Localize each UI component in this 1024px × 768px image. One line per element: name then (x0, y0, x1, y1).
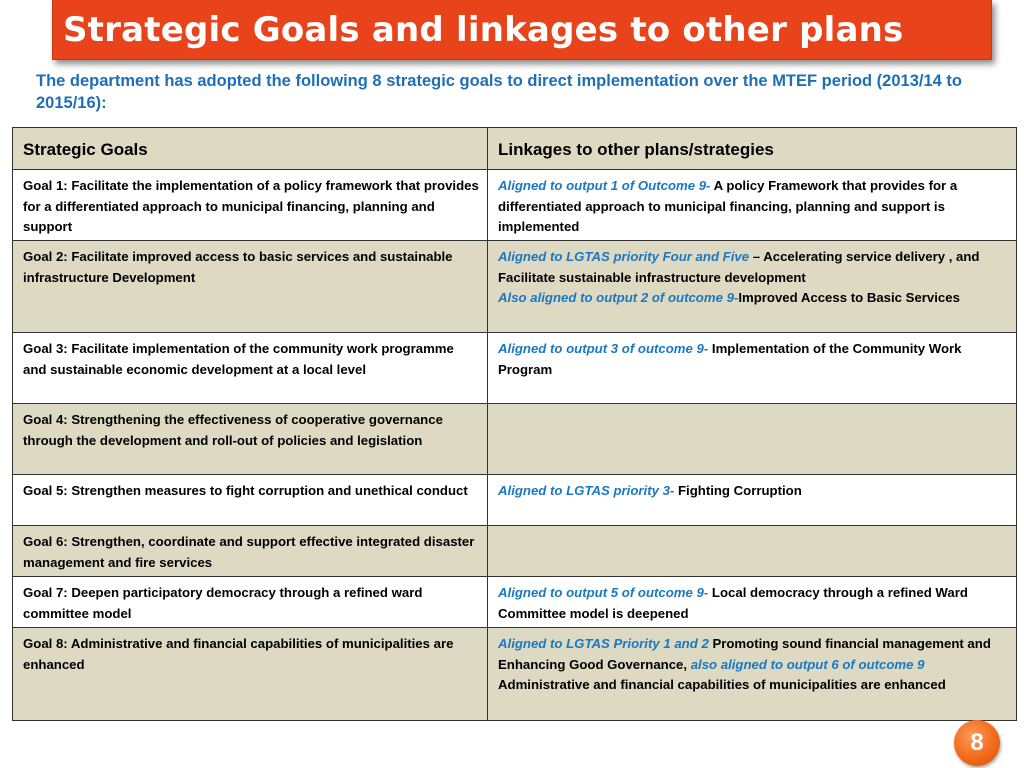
linkage-text: Local democracy through a refined Ward Committee model is deepened (498, 585, 968, 621)
goal-cell: Goal 3: Facilitate implementation of the community work programme and sustainable economic development at a local level (13, 333, 488, 404)
linkage-cell-empty (488, 526, 1017, 577)
page-number-badge: 8 (954, 720, 1000, 766)
linkage-highlight: Aligned to output 5 of outcome 9- (498, 585, 709, 600)
goal-cell: Goal 6: Strengthen, coordinate and support effective integrated disaster management and fire services (13, 526, 488, 577)
linkage-text: Implementation of the Community Work Program (498, 341, 962, 377)
goal-cell: Goal 1: Facilitate the implementation of a policy framework that provides for a differentiated approach to municipal financing, planning and support (13, 170, 488, 241)
linkage-cell (488, 241, 1017, 333)
linkage-highlight-2: Also aligned to output 2 of outcome 9- (498, 290, 739, 305)
goal-cell: Goal 7: Deepen participatory democracy through a refined ward committee model (13, 577, 488, 628)
table-row-goal-6 (13, 526, 1017, 577)
slide-title: Strategic Goals and linkages to other plans (63, 9, 904, 50)
strategic-goals-table (12, 127, 1017, 721)
title-bar (52, 0, 992, 60)
linkage-highlight: Aligned to LGTAS priority 3- (498, 483, 675, 498)
linkage-highlight: Aligned to LGTAS Priority 1 and 2 (498, 636, 709, 651)
table-header-row (13, 128, 1017, 170)
linkage-highlight: Aligned to output 1 of Outcome 9- (498, 178, 711, 193)
linkage-cell-empty (488, 404, 1017, 475)
linkage-cell (488, 170, 1017, 241)
table-row-goal-3 (13, 333, 1017, 404)
goal-cell: Goal 5: Strengthen measures to fight corruption and unethical conduct (13, 475, 488, 526)
linkage-text-2: Administrative and financial capabilities of municipalities are enhanced (498, 677, 946, 692)
header-linkages: Linkages to other plans/strategies (488, 128, 1017, 170)
linkage-cell (488, 475, 1017, 526)
linkage-text: Fighting Corruption (674, 483, 802, 498)
table-row-goal-4 (13, 404, 1017, 475)
table-row-goal-2 (13, 241, 1017, 333)
goal-cell: Goal 2: Facilitate improved access to basic services and sustainable infrastructure Development (13, 241, 488, 333)
table-row-goal-8 (13, 628, 1017, 721)
linkage-text: Promoting sound financial management and Enhancing Good Governance, (498, 636, 991, 672)
linkage-highlight: Aligned to output 3 of outcome 9- (498, 341, 709, 356)
table-row-goal-5 (13, 475, 1017, 526)
goal-cell: Goal 4: Strengthening the effectiveness of cooperative governance through the development and roll-out of policies and legislation (13, 404, 488, 475)
goal-cell: Goal 8: Administrative and financial capabilities of municipalities are enhanced (13, 628, 488, 721)
table-row-goal-7 (13, 577, 1017, 628)
linkage-highlight-2: also aligned to output 6 of outcome 9 (690, 656, 925, 672)
linkage-cell (488, 333, 1017, 404)
linkage-cell (488, 628, 1017, 721)
linkage-text-2: Improved Access to Basic Services (738, 290, 960, 305)
table-row-goal-1 (13, 170, 1017, 241)
linkage-cell (488, 577, 1017, 628)
linkage-highlight: Aligned to LGTAS priority Four and Five (498, 249, 750, 264)
linkage-text: A policy Framework that provides for a differentiated approach to municipal financing, planning and support is implemented (498, 178, 958, 234)
header-strategic-goals: Strategic Goals (13, 128, 488, 170)
intro-text: The department has adopted the following 8 strategic goals to direct implementation over the MTEF period (2013/14 to 2015/16): (36, 72, 962, 112)
linkage-text: – Accelerating service delivery , and Facilitate sustainable infrastructure development (498, 249, 980, 285)
